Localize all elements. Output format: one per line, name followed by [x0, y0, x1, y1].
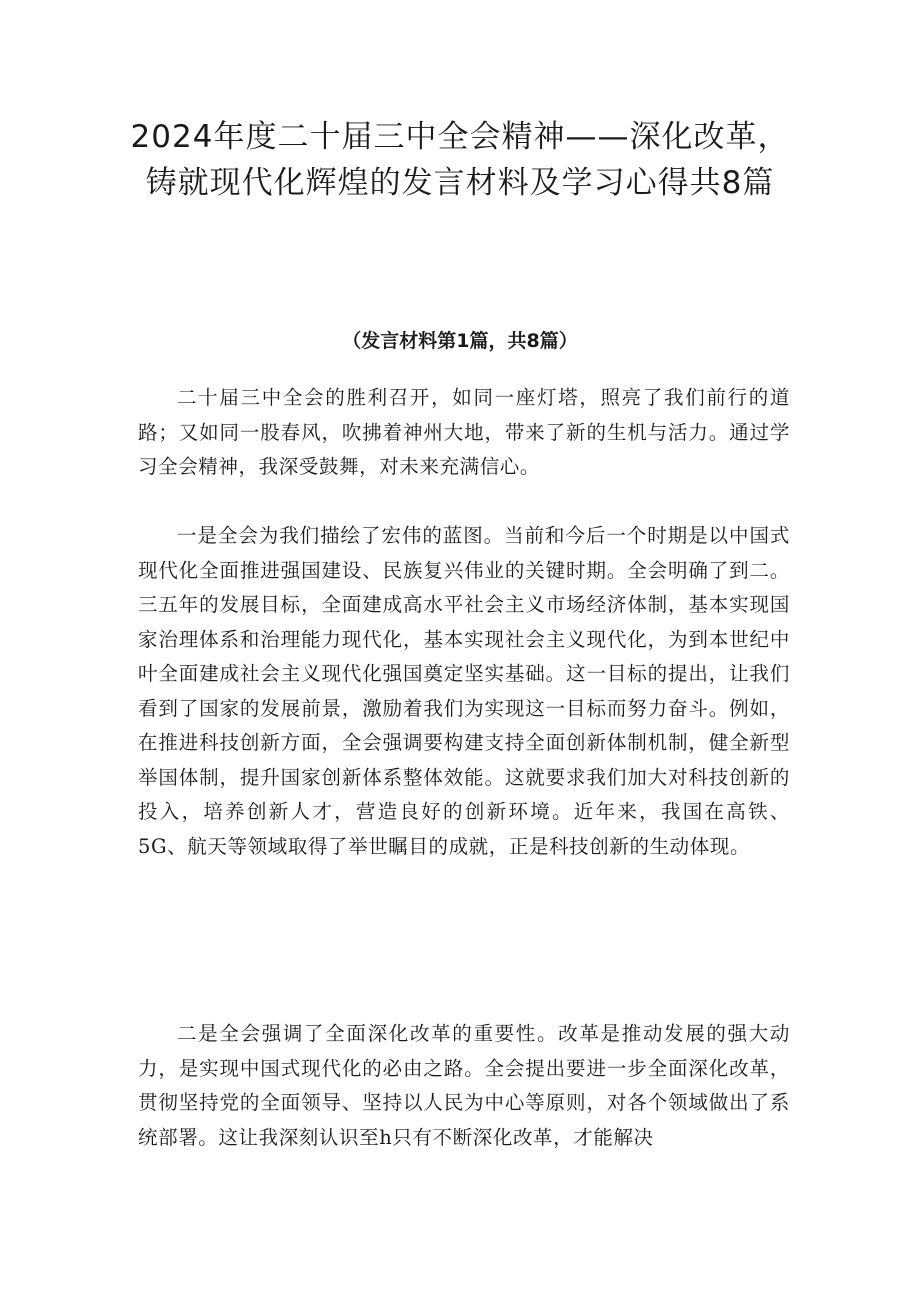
- document-subtitle: （发言材料第1篇，共8篇）: [342, 330, 578, 352]
- paragraph-intro: 二十届三中全会的胜利召开，如同一座灯塔，照亮了我们前行的道路；又如同一股春风，吹拂着神州大地，带来了新的生机与活力。通过学习全会精神，我深受鼓舞，对未来充满信心。: [138, 386, 790, 478]
- document-title: 2024年度二十届三中全会精神——深化改革，铸就现代化辉煌的发言材料及学习心得共8篇: [130, 119, 790, 201]
- paragraph-blueprint: 一是全会为我们描绘了宏伟的蓝图。当前和今后一个时期是以中国式现代化全面推进强国建设、民族复兴伟业的关键时期。全会明确了到二。三五年的发展目标，全面建成高水平社会主义市场经济体制，基本实现国家治理体系和治理能力现代化，基本实现社会主义现代化，为到本世纪中叶全面建成社会主义现代化强国奠定坚实基础。这一目标的提出，让我们看到了国家的发展前景，激励着我们为实现这一目标而努力奋斗。例如，在推进科技创新方面，全会强调要构建支持全面创新体制机制，健全新型举国体制，提升国家创新体系整体效能。这就要求我们加大对科技创新的投入，培养创新人才，营造良好的创新环境。近年来，我国在高铁、5G、航天等领域取得了举世瞩目的成就，正是科技创新的生动体现。: [138, 524, 790, 858]
- paragraph-reform: 二是全会强调了全面深化改革的重要性。改革是推动发展的强大动力，是实现中国式现代化的必由之路。全会提出要进一步全面深化改革，贯彻坚持党的全面领导、坚持以人民为中心等原则，对各个领域做出了系统部署。这让我深刻认识至h只有不断深化改革，才能解决: [138, 1022, 790, 1149]
